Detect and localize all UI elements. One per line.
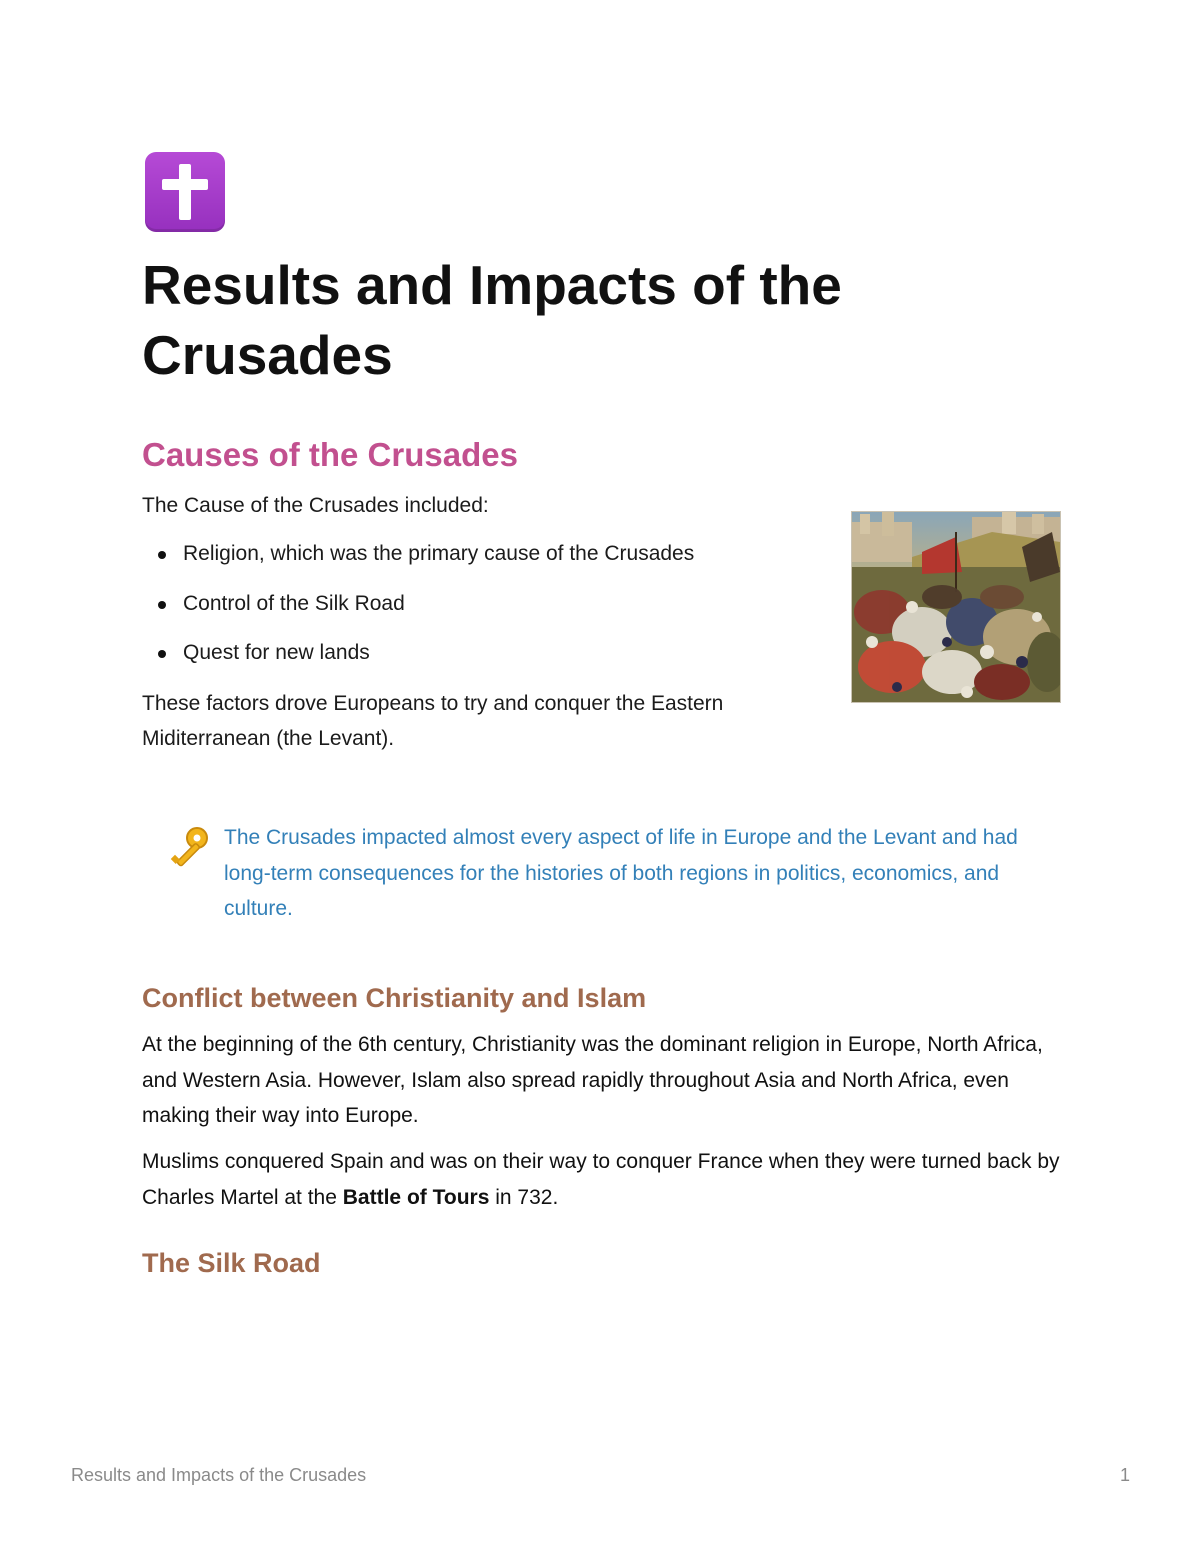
conflict-paragraph-1: At the beginning of the 6th century, Christianity was the dominant religion in Europe, North Africa, and Western Asia. However, Islam also spread rapidly throughout Asia and North Africa, even making their way into Europe. — [142, 1033, 1043, 1127]
causes-intro: The Cause of the Crusades included: — [142, 494, 489, 517]
callout-text: The Crusades impacted almost every aspect of life in Europe and the Levant and had long-term consequences for the histories of both regions in politics, economics, and culture. — [224, 826, 1018, 920]
footer-title: Results and Impacts of the Crusades — [71, 1465, 367, 1485]
conflict-paragraph-2 — [142, 1144, 1072, 1215]
battle-of-tours-bold: Battle of Tours — [342, 1185, 490, 1209]
list-item: Control of the Silk Road — [142, 588, 694, 638]
causes-conclusion: These factors drove Europeans to try and conquer the Eastern Miditerranean (the Levant). — [142, 692, 724, 750]
key-icon — [166, 826, 210, 870]
section-heading-silk-road: The Silk Road — [142, 1248, 321, 1278]
battle-painting-image — [851, 511, 1061, 703]
section-heading-causes: Causes of the Crusades — [142, 436, 518, 473]
list-item: Religion, which was the primary cause of the Crusades — [142, 538, 694, 588]
list-item: Quest for new lands — [142, 637, 694, 687]
paragraph-text: Muslims conquered Spain and was on their way to conquer France when they were turned back by Charles Martel at the — [142, 1150, 1060, 1209]
page-title: Results and Impacts of the Crusades — [142, 254, 842, 386]
latin-cross-icon — [145, 152, 225, 232]
paragraph-text: in 732. — [489, 1185, 559, 1209]
page-number: 1 — [1119, 1465, 1130, 1485]
causes-list — [142, 538, 694, 687]
section-heading-conflict: Conflict between Christianity and Islam — [142, 983, 647, 1013]
